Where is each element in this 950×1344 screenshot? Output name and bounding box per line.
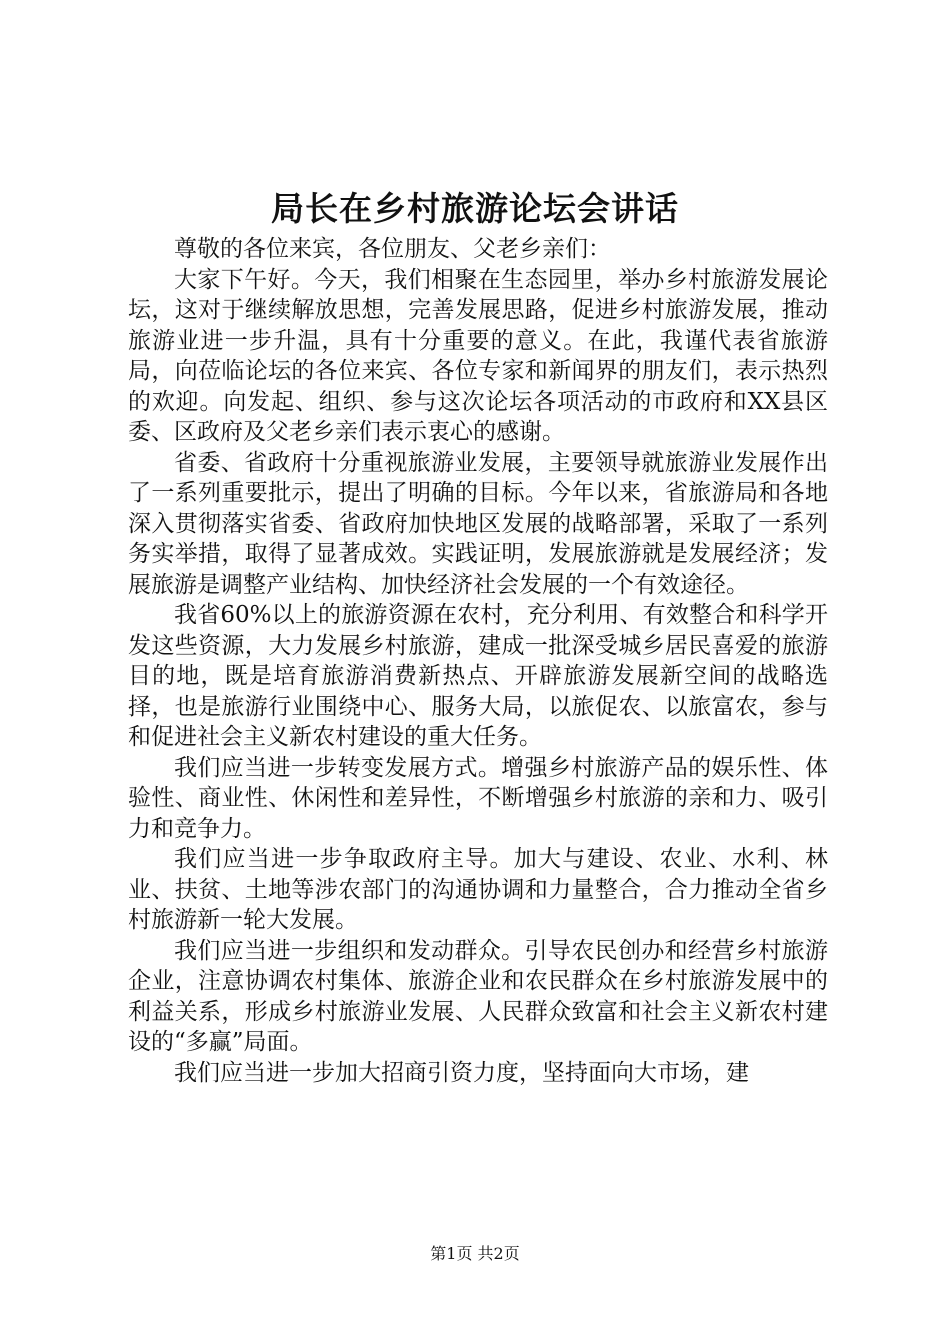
paragraph-government-support: 省委、省政府十分重视旅游业发展，主要领导就旅游业发展作出了一系列重要批示，提出了明确的目标。今年以来，省旅游局和各地深入贯彻落实省委、省政府加快地区发展的战略部署，采取了一系列务实举措，取得了显著成效。实践证明，发展旅游就是发展经济；发展旅游是调整产业结构、加快经济社会发展的一个有效途径。 <box>128 449 828 598</box>
paragraph-welcome: 大家下午好。今天，我们相聚在生态园里，举办乡村旅游发展论坛，这对于继续解放思想，完善发展思路，促进乡村旅游发展，推动旅游业进一步升温，具有十分重要的意义。在此，我谨代表省旅游局，向莅临论坛的各位来宾、各位专家和新闻界的朋友们，表示热烈的欢迎。向发起、组织、参与这次论坛各项活动的市政府和XX县区委、区政府及父老乡亲们表示衷心的感谢。 <box>128 266 828 445</box>
paragraph-transform-development: 我们应当进一步转变发展方式。增强乡村旅游产品的娱乐性、体验性、商业性、休闲性和差异性，不断增强乡村旅游的亲和力、吸引力和竞争力。 <box>128 754 828 842</box>
paragraph-rural-resources: 我省60%以上的旅游资源在农村，充分利用、有效整合和科学开发这些资源，大力发展乡村旅游，建成一批深受城乡居民喜爱的旅游目的地，既是培育旅游消费新热点、开辟旅游发展新空间的战略选择，也是旅游行业围绕中心、服务大局，以旅促农、以旅富农，参与和促进社会主义新农村建设的重大任务。 <box>128 602 828 750</box>
paragraph-investment: 我们应当进一步加大招商引资力度，坚持面向大市场，建 <box>174 1059 749 1086</box>
paragraph-salutation: 尊敬的各位来宾，各位朋友、父老乡亲们： <box>174 236 611 262</box>
document-body <box>128 234 828 1088</box>
document-title: 局长在乡村旅游论坛会讲话 <box>271 189 679 228</box>
page-number: 第1页 共2页 <box>430 1244 520 1263</box>
paragraph-government-lead: 我们应当进一步争取政府主导。加大与建设、农业、水利、林业、扶贫、土地等涉农部门的沟通协调和力量整合，合力推动全省乡村旅游新一轮大发展。 <box>128 846 828 933</box>
paragraph-mobilize-masses: 我们应当进一步组织和发动群众。引导农民创办和经营乡村旅游企业，注意协调农村集体、旅游企业和农民群众在乡村旅游发展中的利益关系，形成乡村旅游业发展、人民群众致富和社会主义新农村建设的“多赢”局面。 <box>128 937 828 1055</box>
